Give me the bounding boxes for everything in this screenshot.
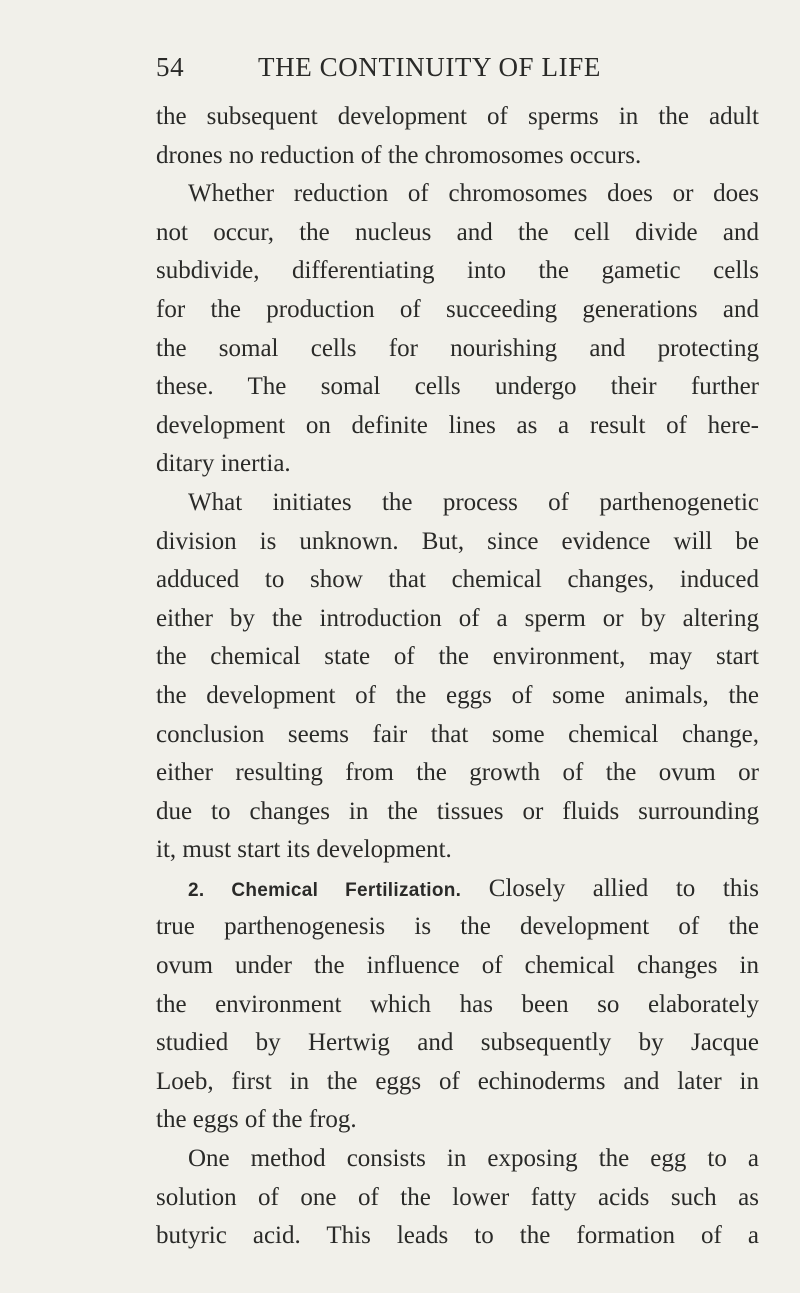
text-line: Whether reduction of chromosomes does or does	[188, 180, 759, 208]
text-line: true parthenogenesis is the development of the	[156, 913, 759, 941]
page-number: 54	[156, 52, 185, 82]
text-line: conclusion seems fair that some chemical change,	[156, 720, 759, 748]
running-title: THE CONTINUITY OF LIFE	[258, 52, 601, 82]
text-line: One method consists in exposing the egg to a	[188, 1145, 759, 1173]
text-line: development on definite lines as a result of here-	[156, 411, 759, 439]
text-line: Loeb, first in the eggs of echinoderms and later in	[156, 1067, 759, 1095]
text-run: Closely allied to this	[488, 874, 759, 902]
page-header	[156, 52, 656, 92]
text-line: butyric acid. This leads to the formation of a	[156, 1222, 759, 1250]
section-line	[156, 870, 759, 909]
text-line: it, must start its development.	[156, 836, 452, 864]
text-line: the subsequent development of sperms in the adult	[156, 103, 759, 130]
text-line: drones no reduction of the chromosomes occurs.	[156, 141, 642, 169]
text-line: the development of the eggs of some animals, the	[156, 681, 759, 709]
body-text	[156, 98, 759, 1256]
text-line: the somal cells for nourishing and protecting	[156, 334, 759, 362]
text-line: studied by Hertwig and subsequently by Jacque	[156, 1029, 759, 1057]
text-line: solution of one of the lower fatty acids such as	[156, 1183, 759, 1211]
text-line: What initiates the process of parthenogenetic	[188, 488, 759, 516]
text-line: ovum under the influence of chemical changes in	[156, 952, 759, 980]
text-line: either by the introduction of a sperm or by altering	[156, 604, 759, 632]
text-line: adduced to show that chemical changes, induced	[156, 566, 759, 594]
text-line: the environment which has been so elaborately	[156, 990, 759, 1018]
text-line: either resulting from the growth of the ovum or	[156, 759, 759, 787]
text-line: subdivide, differentiating into the gametic cells	[156, 257, 759, 285]
text-line: the chemical state of the environment, may start	[156, 643, 759, 671]
text-line: ditary inertia.	[156, 450, 291, 478]
text-line: for the production of succeeding generations and	[156, 295, 759, 323]
text-line: not occur, the nucleus and the cell divide and	[156, 218, 759, 246]
text-line: due to changes in the tissues or fluids surrounding	[156, 797, 759, 825]
text-line: division is unknown. But, since evidence will be	[156, 527, 759, 555]
text-line: the eggs of the frog.	[156, 1106, 357, 1134]
text-line: these. The somal cells undergo their further	[156, 373, 759, 401]
section-heading: 2. Chemical Fertilization.	[188, 879, 462, 901]
